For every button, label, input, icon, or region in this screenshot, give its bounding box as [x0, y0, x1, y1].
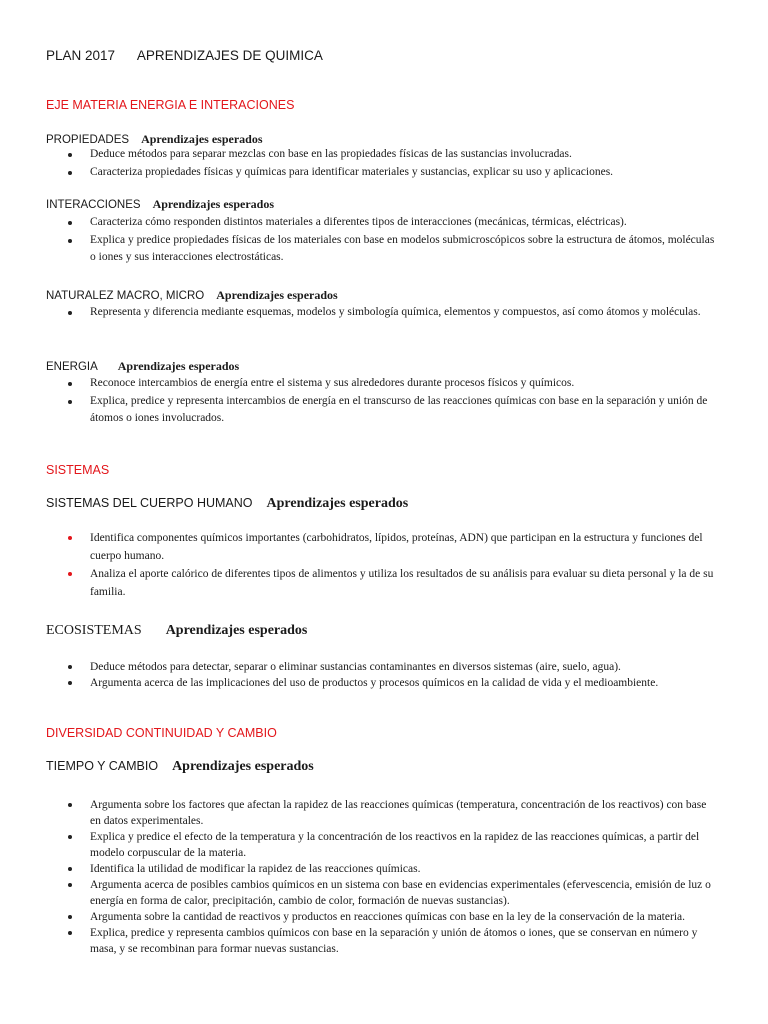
bullet-icon	[68, 239, 72, 243]
list-item	[0, 304, 768, 322]
document-title	[46, 48, 323, 63]
bullet-icon	[68, 915, 72, 919]
bullet-icon	[68, 835, 72, 839]
bullet-icon	[68, 867, 72, 871]
section-label: NATURALEZ MACRO, MICRO	[46, 290, 205, 302]
title-label: APRENDIZAJES DE QUIMICA	[136, 48, 323, 63]
section-energia-heading	[46, 359, 239, 374]
section-label: PROPIEDADES	[46, 134, 130, 146]
bullet-icon	[68, 536, 72, 540]
aprendizajes-label: Aprendizajes esperados	[165, 623, 308, 638]
bullet-icon	[68, 171, 72, 175]
section-propiedades-heading	[46, 132, 263, 147]
plan-label: PLAN 2017	[46, 48, 116, 63]
list-item-text: Argumenta sobre la cantidad de reactivos y productos en reacciones químicas con base en la ley de la conservación de la materia.	[90, 911, 685, 923]
aprendizajes-label: Aprendizajes esperados	[172, 759, 314, 774]
list-item	[0, 214, 768, 232]
bullet-icon	[68, 931, 72, 935]
propiedades-list	[0, 146, 768, 181]
list-item-text: Explica, predice y representa cambios químicos con base en la separación y unión de átomos o iones, que se conservan en número y masa, y se recombinan para formar nuevas sustancias.	[90, 927, 698, 955]
list-item-text: Argumenta acerca de las implicaciones del uso de productos y procesos químicos en la calidad de vida y el medioambiente.	[90, 677, 659, 689]
eje-diversidad-heading: DIVERSIDAD CONTINUIDAD Y CAMBIO	[46, 726, 277, 740]
section-label: ENERGIA	[46, 361, 98, 373]
bullet-icon	[68, 153, 72, 157]
section-label: SISTEMAS DEL CUERPO HUMANO	[46, 496, 253, 510]
list-item-text: Argumenta sobre los factores que afectan la rapidez de las reacciones químicas (temperatura, concentración de los reactivos) con base en datos experimentales.	[90, 799, 707, 827]
list-item-text: Reconoce intercambios de energía entre el sistema y sus alrededores durante procesos físicos y químicos.	[90, 377, 575, 389]
list-item-text: Identifica la utilidad de modificar la rapidez de las reacciones químicas.	[90, 863, 421, 875]
eje-sistemas-heading: SISTEMAS	[46, 463, 110, 477]
bullet-icon	[68, 400, 72, 404]
list-item	[0, 877, 768, 909]
section-tiempo-heading	[46, 759, 314, 775]
list-item-text: Representa y diferencia mediante esquemas, modelos y simbología química, elementos y compuestos, así como átomos y moléculas.	[90, 306, 701, 318]
list-item-text: Deduce métodos para separar mezclas con base en las propiedades físicas de las sustancias involucradas.	[90, 148, 572, 160]
list-item-text: Explica y predice propiedades físicas de los materiales con base en modelos submicroscópicos sobre la estructura de átomos, moléculas o iones y sus interacciones electrostáticas.	[90, 233, 715, 263]
section-label: TIEMPO Y CAMBIO	[46, 759, 159, 773]
list-item	[0, 529, 768, 565]
tiempo-list	[0, 797, 768, 957]
section-naturalez-heading	[46, 288, 338, 303]
list-item	[0, 797, 768, 829]
list-item	[0, 164, 768, 182]
list-item-text: Identifica componentes químicos importantes (carbohidratos, lípidos, proteínas, ADN) que participan en la estructura y funciones del cuerpo humano.	[90, 532, 703, 562]
aprendizajes-label: Aprendizajes esperados	[141, 132, 263, 146]
bullet-icon	[68, 311, 72, 315]
ecosistemas-list	[0, 659, 768, 691]
list-item	[0, 675, 768, 691]
cuerpo-list	[0, 529, 768, 601]
section-label: ECOSISTEMAS	[46, 623, 142, 638]
section-label: INTERACCIONES	[46, 199, 141, 211]
list-item	[0, 565, 768, 601]
list-item	[0, 829, 768, 861]
bullet-icon	[68, 665, 72, 669]
list-item	[0, 232, 768, 267]
naturalez-list	[0, 304, 768, 322]
list-item-text: Caracteriza propiedades físicas y químicas para identificar materiales y sustancias, explicar su uso y aplicaciones.	[90, 165, 614, 178]
bullet-icon	[68, 382, 72, 386]
aprendizajes-label: Aprendizajes esperados	[152, 197, 275, 211]
aprendizajes-label: Aprendizajes esperados	[117, 359, 240, 373]
list-item-text: Deduce métodos para detectar, separar o eliminar sustancias contaminantes en diversos sistemas (aire, suelo, agua).	[90, 661, 621, 673]
list-item-text: Caracteriza cómo responden distintos materiales a diferentes tipos de interacciones (mecánicas, térmicas, eléctricas).	[90, 216, 627, 228]
list-item	[0, 861, 768, 877]
bullet-icon	[68, 681, 72, 685]
list-item	[0, 925, 768, 957]
list-item	[0, 146, 768, 164]
bullet-icon	[68, 572, 72, 576]
list-item-text: Analiza el aporte calórico de diferentes tipos de alimentos y utiliza los resultados de su análisis para evaluar su dieta personal y la de su familia.	[90, 568, 714, 598]
aprendizajes-label: Aprendizajes esperados	[216, 288, 338, 302]
list-item-text: Explica y predice el efecto de la temperatura y la concentración de los reactivos en la rapidez de las reacciones químicas, a partir del modelo corpuscular de la materia.	[90, 831, 700, 859]
energia-list	[0, 375, 768, 428]
bullet-icon	[68, 221, 72, 225]
section-ecosistemas-heading	[46, 623, 307, 639]
bullet-icon	[68, 883, 72, 887]
list-item-text: Argumenta acerca de posibles cambios químicos en un sistema con base en evidencias experimentales (efervescencia, emisión de luz o energía en forma de calor, precipitación, cambio de color, formación de nuevas sustancias).	[90, 879, 711, 907]
list-item	[0, 659, 768, 675]
list-item-text: Explica, predice y representa intercambios de energía en el transcurso de las reacciones químicas con base en la separación y unión de átomos o iones involucrados.	[90, 394, 708, 424]
section-interacciones-heading	[46, 197, 274, 212]
list-item	[0, 375, 768, 393]
list-item	[0, 909, 768, 925]
interacciones-list	[0, 214, 768, 267]
section-cuerpo-heading	[46, 496, 408, 512]
list-item	[0, 393, 768, 428]
bullet-icon	[68, 803, 72, 807]
eje-materia-heading: EJE MATERIA ENERGIA E INTERACIONES	[46, 98, 295, 112]
aprendizajes-label: Aprendizajes esperados	[266, 496, 409, 511]
